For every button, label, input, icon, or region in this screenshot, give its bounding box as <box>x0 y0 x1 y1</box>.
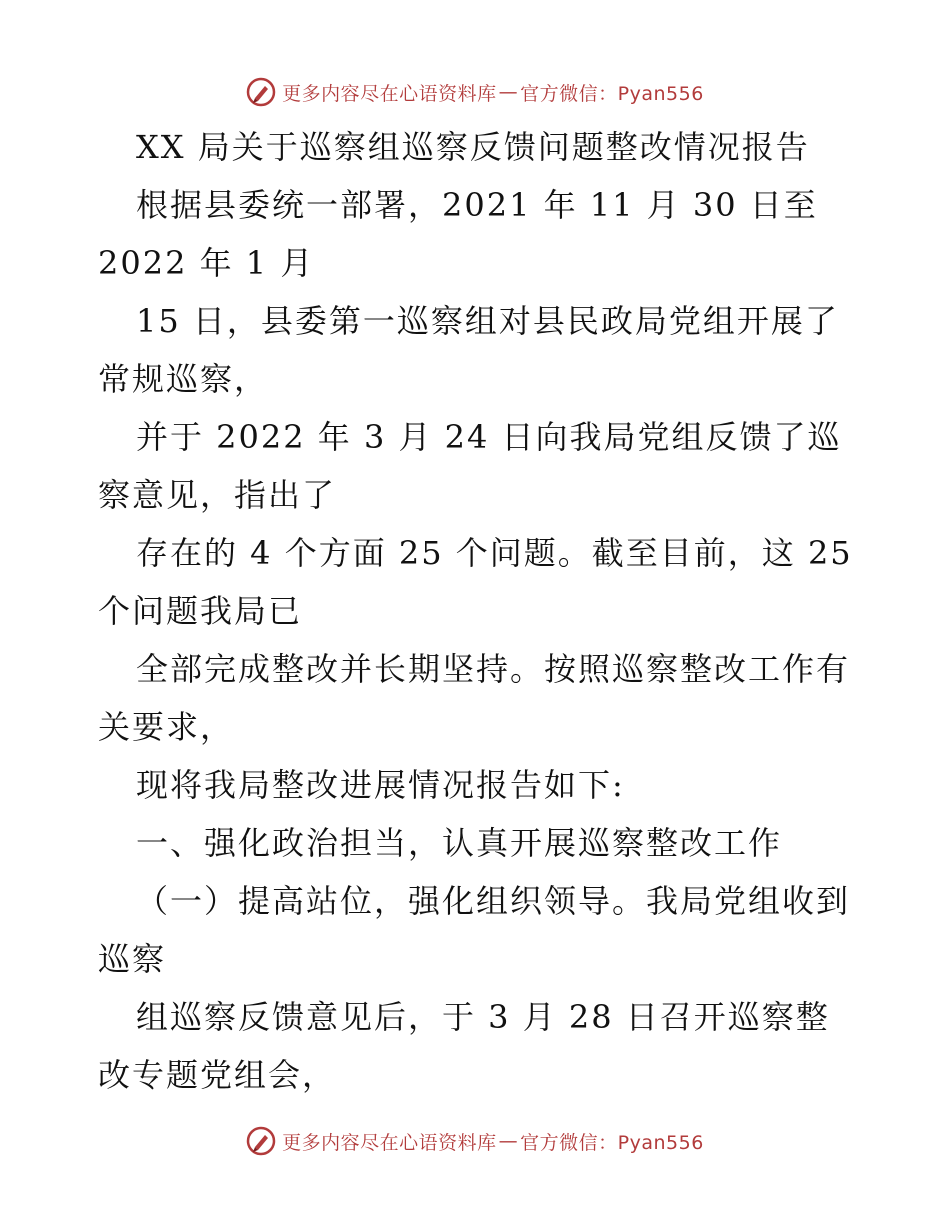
section-heading: 一、强化政治担当，认真开展巡察整改工作 <box>136 824 783 862</box>
watermark-text: 更多内容尽在心语资料库 <box>282 82 497 105</box>
paragraph-line: 并于 2022 年 3 月 24 日向我局党组反馈了巡 <box>136 418 842 456</box>
pen-logo-icon <box>246 77 276 107</box>
paragraph-line: 察意见，指出了 <box>98 476 337 514</box>
document-body <box>98 118 858 1104</box>
paragraph-line: 常规巡察， <box>98 360 269 398</box>
paragraph-line: 个问题我局已 <box>98 592 303 630</box>
paragraph-line: 关要求， <box>98 708 235 746</box>
footer-watermark <box>0 1121 950 1161</box>
paragraph-line: 全部完成整改并长期坚持。按照巡察整改工作有 <box>136 650 851 688</box>
header-watermark <box>0 72 950 112</box>
pen-logo-icon <box>246 1126 276 1156</box>
paragraph-line: 15 日，县委第一巡察组对县民政局党组开展了 <box>136 302 839 340</box>
watermark-text: 更多内容尽在心语资料库 <box>282 1131 497 1154</box>
paragraph-line: 根据县委统一部署，2021 年 11 月 30 日至 <box>136 186 818 224</box>
paragraph-line: 巡察 <box>98 940 167 978</box>
watermark-separator: — <box>498 81 519 103</box>
watermark-handle: 官方微信：Pyan556 <box>520 1131 704 1154</box>
watermark-handle: 官方微信：Pyan556 <box>520 82 704 105</box>
subsection-heading: （一）提高站位，强化组织领导。我局党组收到 <box>136 882 851 920</box>
document-title: XX 局关于巡察组巡察反馈问题整改情况报告 <box>136 128 810 166</box>
paragraph-line: 2022 年 1 月 <box>98 244 315 282</box>
watermark-separator: — <box>498 1130 519 1152</box>
paragraph-line: 改专题党组会， <box>98 1056 337 1094</box>
paragraph-line: 存在的 4 个方面 25 个问题。截至目前，这 25 <box>136 534 853 572</box>
paragraph-line: 现将我局整改进展情况报告如下: <box>136 766 625 804</box>
paragraph-line: 组巡察反馈意见后，于 3 月 28 日召开巡察整 <box>136 998 830 1036</box>
